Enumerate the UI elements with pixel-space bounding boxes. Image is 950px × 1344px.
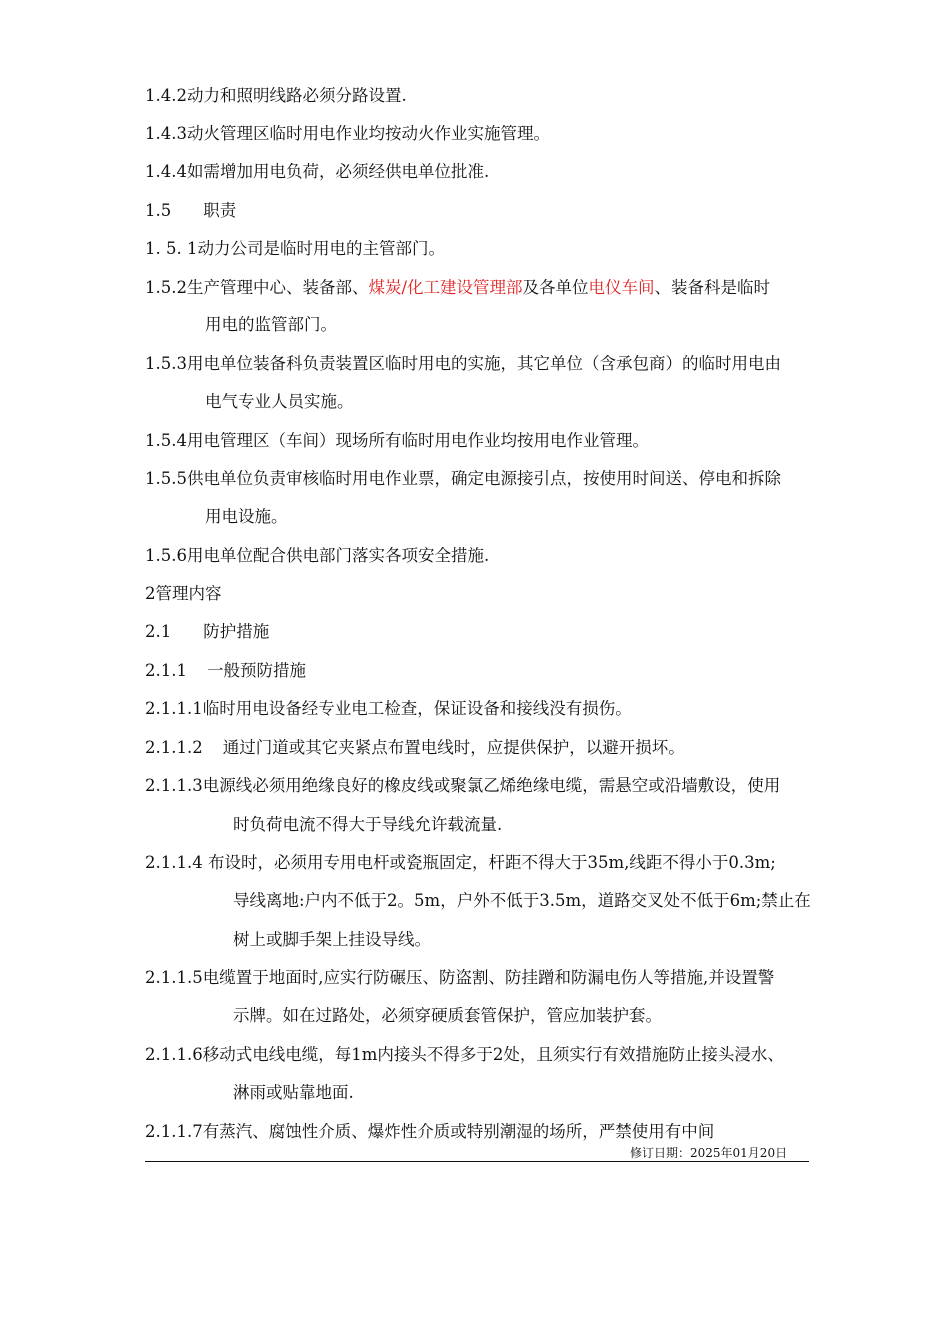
text-line-l18 bbox=[145, 736, 855, 760]
text-segment: 1.5.2生产管理中心、装备部、 bbox=[145, 278, 369, 297]
section-title: 职责 bbox=[203, 201, 237, 220]
text-segment: 及各单位 bbox=[522, 278, 589, 297]
section-number: 2.1.1.2 bbox=[145, 738, 203, 757]
text-line-l14: 2管理内容 bbox=[145, 584, 222, 603]
text-line-l19: 2.1.1.3电源线必须用绝缘良好的橡皮线或聚氯乙烯绝缘电缆，需悬空或沿墙敷设，使用 bbox=[145, 776, 781, 795]
text-line-l5: 1. 5. 1动力公司是临时用电的主管部门。 bbox=[145, 239, 445, 258]
highlighted-text: 电仪车间 bbox=[588, 278, 655, 297]
section-title: 一般预防措施 bbox=[206, 661, 306, 680]
text-segment: 、装备科是临时 bbox=[654, 278, 771, 297]
text-line-l13: 1.5.6用电单位配合供电部门落实各项安全措施. bbox=[145, 546, 490, 565]
text-line-l3: 1.4.4如需增加用电负荷，必须经供电单位批准. bbox=[145, 162, 490, 181]
text-line-l23: 树上或脚手架上挂设导线。 bbox=[233, 930, 431, 949]
section-number: 2.1.1 bbox=[145, 661, 187, 680]
revision-date: 修订日期：2025年01月20日 bbox=[630, 1146, 788, 1160]
text-line-l25: 示牌。如在过路处，必须穿硬质套管保护，管应加装护套。 bbox=[233, 1006, 662, 1025]
text-line-l1: 1.4.2动力和照明线路必须分路设置. bbox=[145, 86, 407, 105]
text-line-l7: 用电的监管部门。 bbox=[205, 315, 337, 334]
text-line-l12: 用电设施。 bbox=[205, 507, 288, 526]
section-number: 2.1 bbox=[145, 622, 172, 641]
text-line-l22: 导线离地:户内不低于2。5m，户外不低于3.5m，道路交叉处不低于6m;禁止在 bbox=[233, 891, 811, 910]
text-line-l15 bbox=[145, 620, 855, 644]
text-line-l2: 1.4.3动火管理区临时用电作业均按动火作业实施管理。 bbox=[145, 124, 550, 143]
text-line-l11: 1.5.5供电单位负责审核临时用电作业票，确定电源接引点，按使用时间送、停电和拆除 bbox=[145, 469, 781, 488]
text-line-l24: 2.1.1.5电缆置于地面时,应实行防碾压、防盗割、防挂蹭和防漏电伤人等措施,并设置警 bbox=[145, 968, 775, 987]
text-line-l20: 时负荷电流不得大于导线允许载流量. bbox=[233, 815, 503, 834]
text-line-l10: 1.5.4用电管理区（车间）现场所有临时用电作业均按用电作业管理。 bbox=[145, 431, 649, 450]
text-line-l21: 2.1.1.4 布设时，必须用专用电杆或瓷瓶固定，杆距不得大于35m,线距不得小于0.3m; bbox=[145, 853, 776, 872]
section-number: 1.5 bbox=[145, 201, 172, 220]
text-line-l17: 2.1.1.1临时用电设备经专业电工检查，保证设备和接线没有损伤。 bbox=[145, 699, 632, 718]
text-line-l9: 电气专业人员实施。 bbox=[205, 392, 354, 411]
text-line-l16 bbox=[145, 659, 855, 683]
text-line-l4 bbox=[145, 199, 855, 223]
footer-rule bbox=[145, 1161, 809, 1162]
highlighted-text: 煤炭/化工建设管理部 bbox=[368, 278, 523, 297]
section-title: 防护措施 bbox=[203, 622, 270, 641]
text-line-l27: 淋雨或贴靠地面. bbox=[233, 1083, 354, 1102]
text-line-l28: 2.1.1.7有蒸汽、腐蚀性介质、爆炸性介质或特别潮湿的场所，严禁使用有中间 bbox=[145, 1122, 715, 1141]
text-line-l6 bbox=[145, 276, 855, 300]
text-line-l26: 2.1.1.6移动式电线电缆，每1m内接头不得多于2处，且须实行有效措施防止接头浸水、 bbox=[145, 1045, 784, 1064]
section-title: 通过门道或其它夹紧点布置电线时，应提供保护，以避开损坏。 bbox=[222, 738, 685, 757]
text-line-l8: 1.5.3用电单位装备科负责装置区临时用电的实施，其它单位（含承包商）的临时用电由 bbox=[145, 354, 781, 373]
